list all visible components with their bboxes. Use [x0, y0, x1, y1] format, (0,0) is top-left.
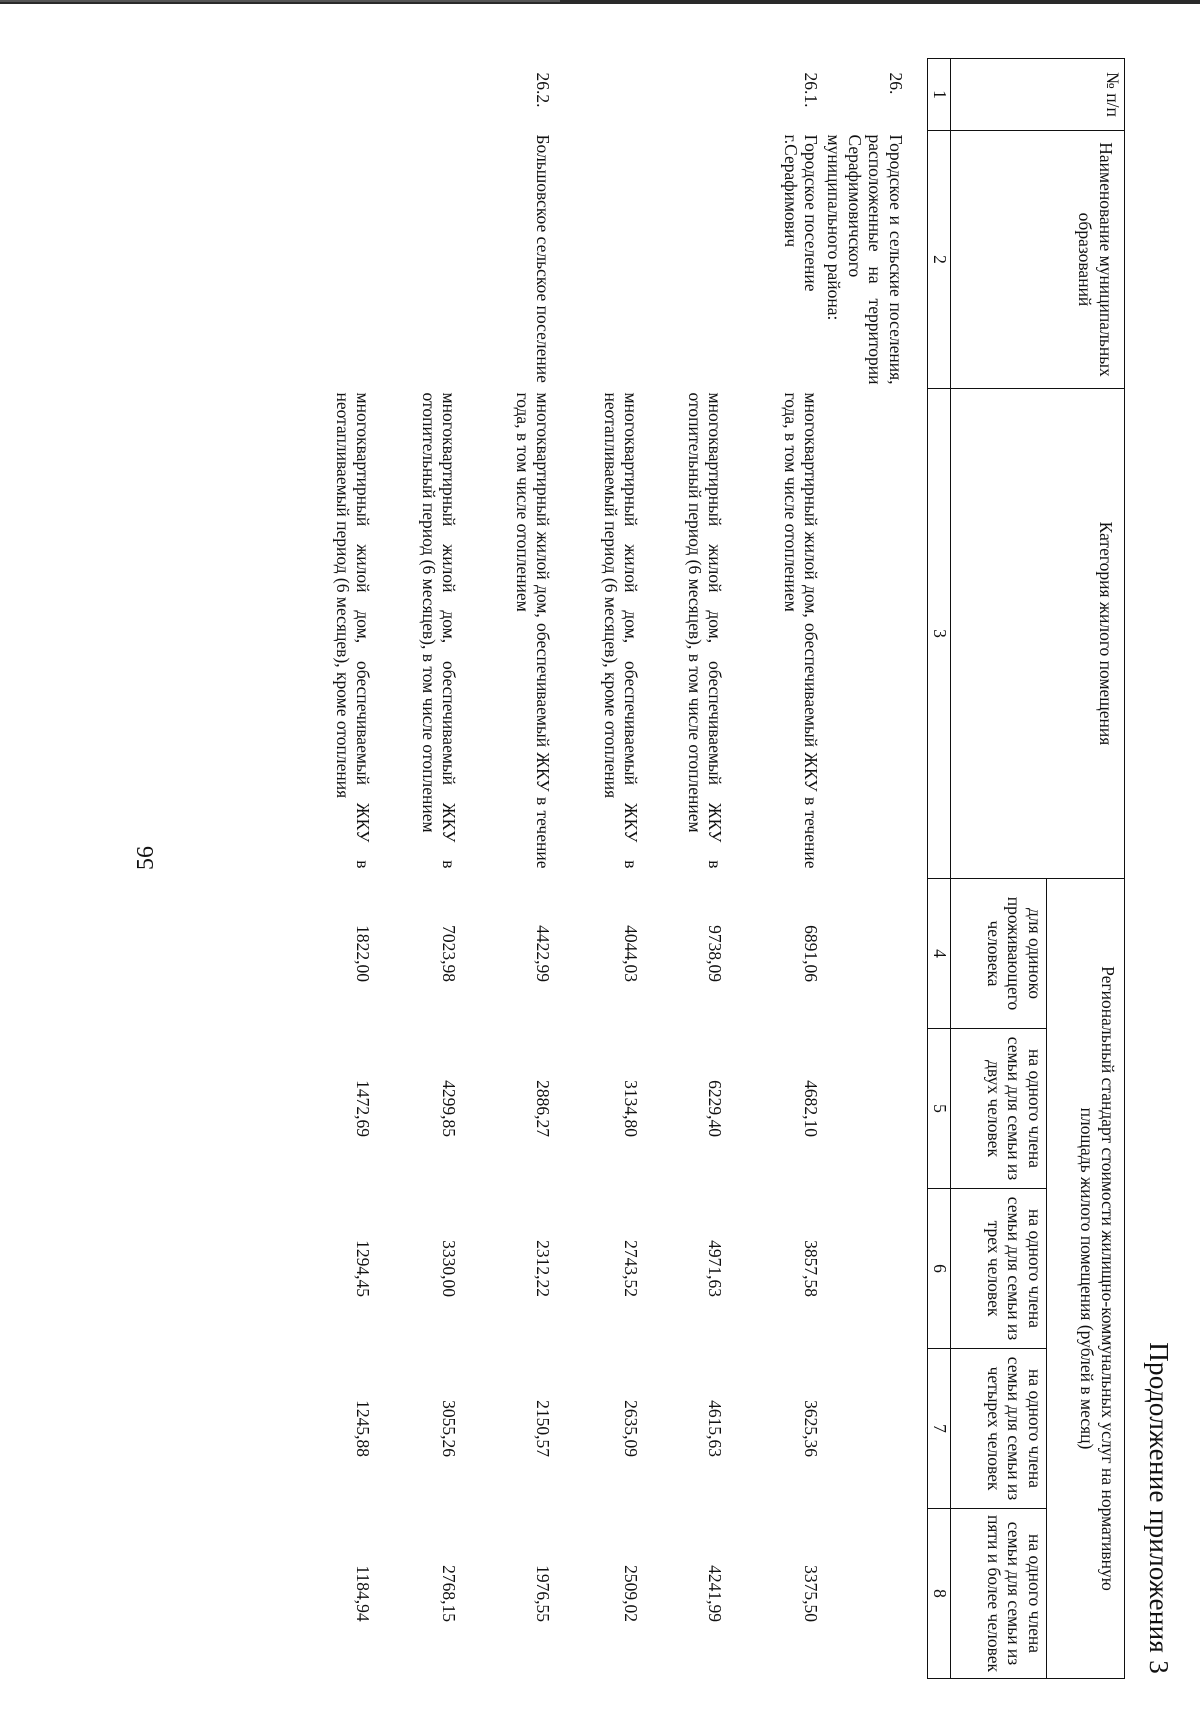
row-category: многоквартирный жилой дом, обеспечиваемый ЖКУ в отопительный период (6 месяцев), в том числе отоплением [684, 392, 726, 869]
row-number: 26.2. [533, 72, 554, 108]
header-sub-two: на одного члена семьи для семьи из двух человек [951, 1029, 1047, 1189]
value-single: 9738,09 [705, 925, 726, 982]
value-four: 3055,26 [439, 1400, 460, 1457]
table-row [554, 59, 642, 1679]
section-row [822, 59, 907, 1679]
value-single: 6891,06 [801, 925, 822, 982]
row-category: многоквартирный жилой дом, обеспечиваемый ЖКУ в течение года, в том числе отоплением [780, 392, 822, 869]
column-number: 1 [928, 59, 951, 131]
value-three: 3330,00 [439, 1240, 460, 1297]
row-municipality [642, 131, 726, 389]
value-three: 2743,52 [621, 1240, 642, 1297]
value-three: 3857,58 [801, 1240, 822, 1297]
row-number [642, 59, 726, 131]
column-number: 2 [928, 131, 951, 389]
column-number: 6 [928, 1189, 951, 1349]
column-number: 3 [928, 389, 951, 879]
value-four: 4615,63 [705, 1400, 726, 1457]
header-row-1 [1047, 59, 1125, 1679]
value-five: 4241,99 [705, 1565, 726, 1622]
header-sub-four: на одного члена семьи для семьи из четырех человек [951, 1349, 1047, 1509]
row-municipality: Городское поселение г.Серафимович [780, 134, 822, 292]
row-category: многоквартирный жилой дом, обеспечиваемый ЖКУ в неотапливаемый период (6 месяцев), кроме отопления [600, 392, 642, 869]
value-five: 3375,50 [801, 1565, 822, 1622]
value-two: 4682,10 [801, 1080, 822, 1137]
section-number: 26. [886, 72, 906, 95]
table-row [642, 59, 726, 1679]
continuation-title: Продолжение приложения 3 [1144, 1342, 1174, 1674]
row-municipality [294, 131, 374, 389]
value-single: 7023,98 [439, 925, 460, 982]
value-two: 1472,69 [353, 1080, 374, 1137]
value-four: 2635,09 [621, 1400, 642, 1457]
row-number [294, 59, 374, 131]
section-name: Городское и сельские поселения, расположенные на территории Серафимовичского муниципального района: [824, 134, 906, 385]
header-col-name: Наименование муниципальных образований [951, 131, 1125, 389]
scan-top-edge-shadow [0, 0, 560, 2]
row-municipality: Большовское сельское поселение [533, 134, 554, 383]
row-municipality [374, 131, 460, 389]
value-single: 4044,03 [621, 925, 642, 982]
value-two: 4299,85 [439, 1080, 460, 1137]
column-number: 5 [928, 1029, 951, 1189]
value-five: 1976,55 [533, 1565, 554, 1622]
rotated-page-content [165, 58, 1185, 1678]
value-four: 2150,57 [533, 1400, 554, 1457]
header-sub-three: на одного члена семьи для семьи из трех человек [951, 1189, 1047, 1349]
row-category: многоквартирный жилой дом, обеспечиваемый ЖКУ в неотапливаемый период (6 месяцев), кроме отопления [332, 392, 374, 869]
value-four: 3625,36 [801, 1400, 822, 1457]
value-five: 2509,02 [621, 1565, 642, 1622]
row-number: 26.1. [801, 72, 822, 108]
value-two: 6229,40 [705, 1080, 726, 1137]
table-row [726, 59, 822, 1679]
page-number: 56 [133, 846, 159, 870]
value-three: 2312,22 [533, 1240, 554, 1297]
header-col-standard: Региональный стандарт стоимости жилищно-коммунальных услуг на нормативную площадь жилого помещения (рублей в месяц) [1047, 879, 1125, 1679]
column-number: 4 [928, 879, 951, 1029]
header-column-numbers [928, 59, 951, 1679]
column-number: 7 [928, 1349, 951, 1509]
table-row [294, 59, 374, 1679]
value-four: 1245,88 [353, 1400, 374, 1457]
column-number: 8 [928, 1509, 951, 1679]
value-three: 1294,45 [353, 1240, 374, 1297]
row-category: многоквартирный жилой дом, обеспечиваемый ЖКУ в течение года, в том числе отоплением [512, 392, 554, 869]
value-two: 3134,80 [621, 1080, 642, 1137]
header-sub-single: для одиноко проживающего человека [951, 879, 1047, 1029]
value-single: 4422,99 [533, 925, 554, 982]
value-two: 2886,27 [533, 1080, 554, 1137]
value-five: 1184,94 [353, 1565, 374, 1622]
row-number [554, 59, 642, 131]
value-five: 2768,15 [439, 1565, 460, 1622]
row-category: многоквартирный жилой дом, обеспечиваемый ЖКУ в отопительный период (6 месяцев), в том числе отоплением [418, 392, 460, 869]
header-sub-five: на одного члена семьи для семьи из пяти и более человек [951, 1509, 1047, 1679]
header-col-no: № п/п [951, 59, 1125, 131]
table-row [374, 59, 460, 1679]
row-municipality [554, 131, 642, 389]
row-number [374, 59, 460, 131]
housing-standard-table [294, 58, 1125, 1679]
table-row [460, 59, 554, 1679]
value-single: 1822,00 [353, 925, 374, 982]
value-three: 4971,63 [705, 1240, 726, 1297]
header-col-category: Категория жилого помещения [951, 389, 1125, 879]
